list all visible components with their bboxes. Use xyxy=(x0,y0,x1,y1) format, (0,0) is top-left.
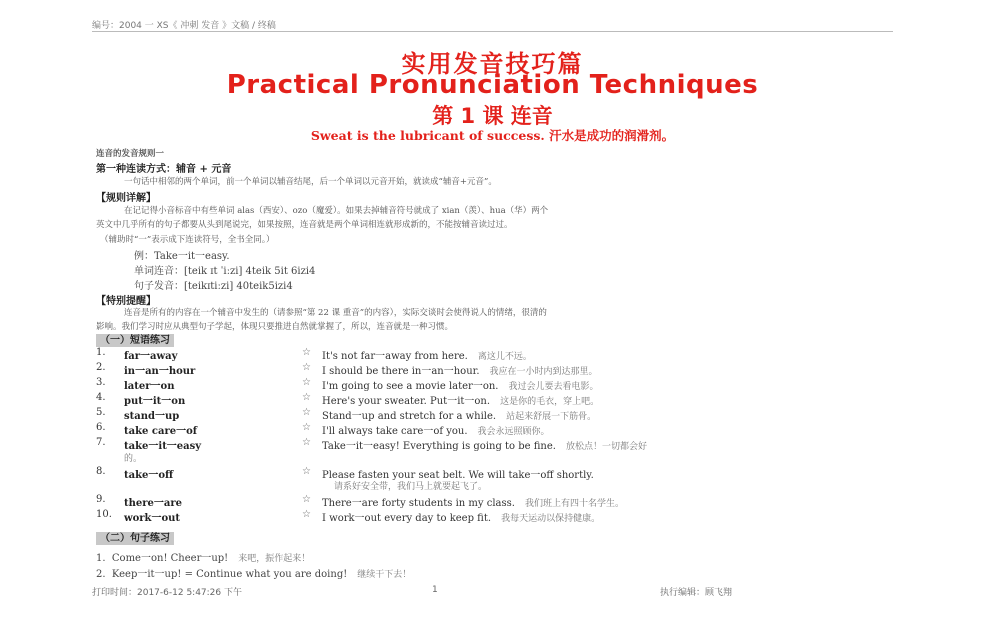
footer-editor: 执行编辑：顾飞翔 xyxy=(660,588,733,598)
item-example: Please fasten your seat belt. We will take一off shortly. xyxy=(322,470,594,481)
item-number: 8. xyxy=(96,466,106,477)
item-number: 1. xyxy=(96,347,106,358)
item-phrase: in一an一hour xyxy=(124,366,196,377)
word-link-line: 单词连音：[teik ɪt ˈiːzi] 4teik 5it 6izi4 xyxy=(134,266,316,277)
star-icon: ☆ xyxy=(302,494,311,505)
item-number: 10. xyxy=(96,509,112,520)
list-item: 2. Keep一it一up! = Continue what you are doing! 继续干下去！ xyxy=(96,569,412,580)
item-phrase: later一on xyxy=(124,381,175,392)
reminder-line-1: 连音是所有的内容在一个辅音中发生的（请参照“第 22 课 重音”的内容），实际交谈时会使得说人的情绪，很清的 xyxy=(124,308,547,318)
item-phrase: take一it一easy xyxy=(124,441,202,452)
star-icon: ☆ xyxy=(302,509,311,520)
item-number: 7. xyxy=(96,437,106,448)
header-text: 编号：2004 一 XS《 冲刺 发音 》文稿 / 终稿 xyxy=(92,21,276,31)
item-phrase: put一it一on xyxy=(124,396,186,407)
star-icon: ☆ xyxy=(302,362,311,373)
item-phrase: there一are xyxy=(124,498,182,509)
star-icon: ☆ xyxy=(302,407,311,418)
hint-line: （辅助时“一”表示成下连读符号，全书全同。） xyxy=(100,235,275,245)
item-number: 4. xyxy=(96,392,106,403)
footer-print-time: 打印时间：2017-6-12 5:47:26 下午 xyxy=(92,588,242,598)
item-translation-continued: 的。 xyxy=(124,454,143,464)
item-number: 6. xyxy=(96,422,106,433)
list-item: 1. Come一on! Cheer一up! 来吧，振作起来！ xyxy=(96,553,311,564)
item-example: Here's your sweater. Put一it一on. 这是你的毛衣，穿上吧。 xyxy=(322,396,600,407)
phrase-practice-tag: （一）短语练习 xyxy=(96,334,174,347)
item-example: Take一it一easy! Everything is going to be fine. 放松点！一切都会好 xyxy=(322,441,647,452)
title-chinese: 实用发音技巧篇 xyxy=(401,50,584,78)
motto: Sweat is the lubricant of success. 汗水是成功的润滑剂。 xyxy=(310,128,675,143)
star-icon: ☆ xyxy=(302,377,311,388)
star-icon: ☆ xyxy=(302,347,311,358)
item-example: There一are forty students in my class. 我们班上有四十名学生。 xyxy=(322,498,624,509)
rule-description: 一句话中相邻的两个单词，前一个单词以辅音结尾，后一个单词以元音开始，就读成“辅音+元音”。 xyxy=(124,177,497,187)
item-example: Stand一up and stretch for a while. 站起来舒展一下筋骨。 xyxy=(322,411,597,422)
item-example: I work一out every day to keep fit. 我每天运动以保持健康。 xyxy=(322,513,601,524)
item-translation-continued: 请系好安全带，我们马上就要起飞了。 xyxy=(334,482,488,492)
item-number: 3. xyxy=(96,377,106,388)
item-number: 2. xyxy=(96,362,106,373)
reminder-label: 【特别提醒】 xyxy=(96,296,156,307)
item-phrase: take care一of xyxy=(124,426,198,437)
example-line: 例：Take一it一easy. xyxy=(134,251,230,262)
item-example: I should be there in一an一hour. 我应在一小时内到达那里。 xyxy=(322,366,598,377)
rule-heading: 连音的发音规则一 xyxy=(96,149,165,159)
reminder-line-2: 影响。我们学习时应从典型句子学起，体现只要推进自然就掌握了，所以，连音就是一种习惯。 xyxy=(96,322,454,332)
item-number: 9. xyxy=(96,494,106,505)
item-number: 5. xyxy=(96,407,106,418)
rule-title: 第一种连读方式：辅音 + 元音 xyxy=(96,164,232,175)
header-divider xyxy=(92,31,893,32)
star-icon: ☆ xyxy=(302,392,311,403)
star-icon: ☆ xyxy=(302,437,311,448)
footer-page-number: 1 xyxy=(432,585,438,595)
title-english: Practical Pronunciation Techniques xyxy=(226,70,759,100)
lesson-title: 第 1 课 连音 xyxy=(432,104,553,128)
item-phrase: far一away xyxy=(124,351,178,362)
detail-label: 【规则详解】 xyxy=(96,193,156,204)
sentence-practice-tag: （二）句子练习 xyxy=(96,532,174,545)
item-phrase: work一out xyxy=(124,513,181,524)
item-example: I'm going to see a movie later一on. 我过会儿要去看电影。 xyxy=(322,381,599,392)
detail-line-1: 在记记得小音标音中有些单词 alas（西安）、ozo（魔爱）。如果去掉辅音符号就成了 xian（羡）、hua（华）两个 xyxy=(124,206,549,216)
item-example: I'll always take care一of you. 我会永远照顾你。 xyxy=(322,426,550,437)
sentence-link-line: 句子发音：[teikɪtiːzi] 40teik5izi4 xyxy=(134,281,293,292)
item-phrase: take一off xyxy=(124,470,174,481)
item-example: It's not far一away from here. 离这儿不远。 xyxy=(322,351,532,362)
item-phrase: stand一up xyxy=(124,411,180,422)
star-icon: ☆ xyxy=(302,466,311,477)
star-icon: ☆ xyxy=(302,422,311,433)
detail-line-2: 英文中几乎所有的句子都要从头到尾说完，如果按照，连音就是两个单词相连就形成新的，不能按辅音读过过。 xyxy=(96,220,513,230)
